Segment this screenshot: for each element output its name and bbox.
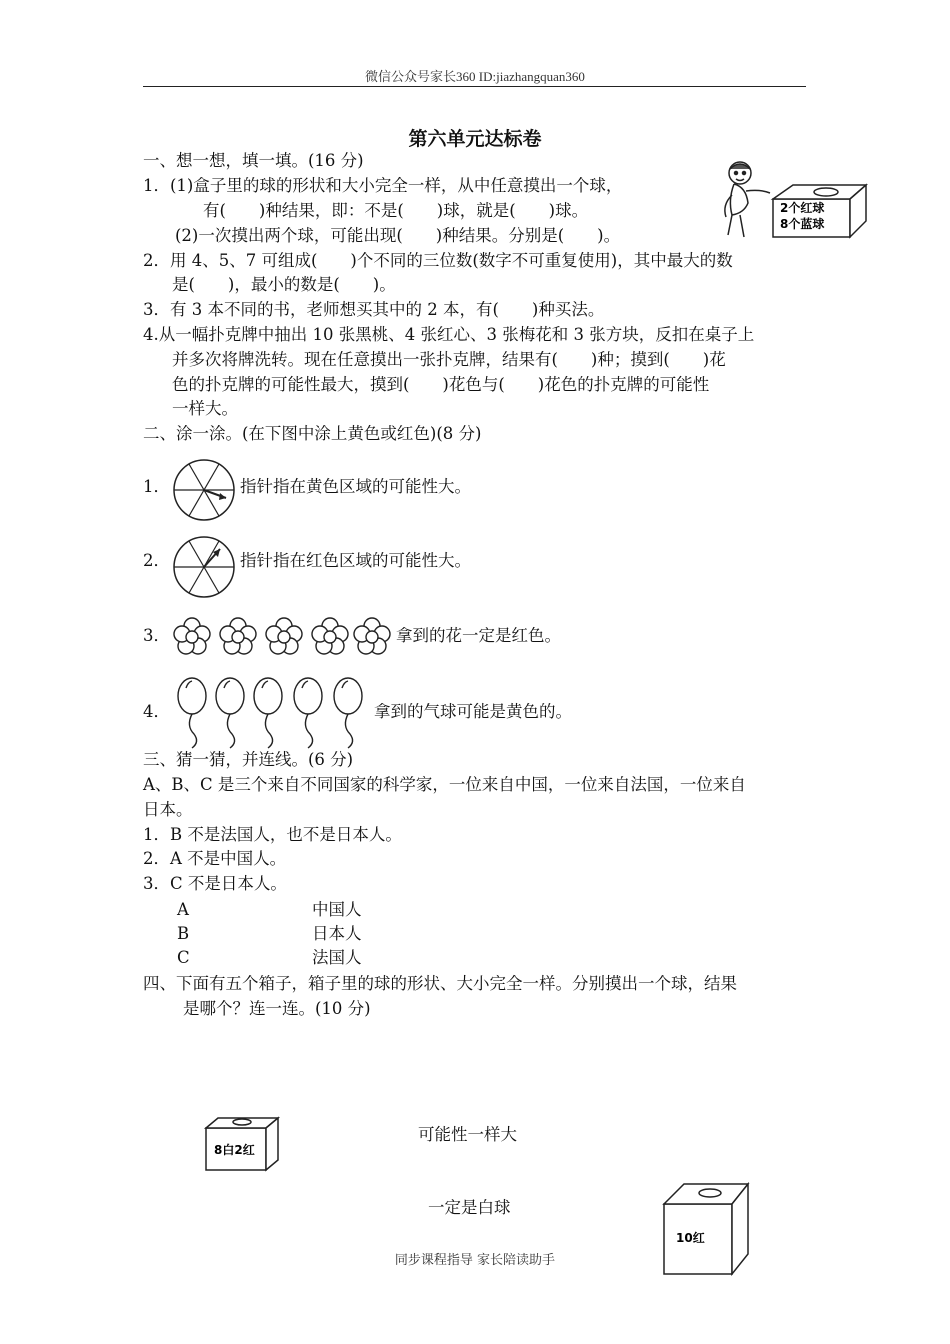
scientist-c[interactable]: C: [177, 948, 190, 967]
s1-line-6: 3．有 3 本不同的书，老师想买其中的 2 本，有( )种买法。: [143, 300, 605, 319]
spinner-2[interactable]: [172, 535, 238, 601]
s1-line-10: 一样大。: [172, 399, 238, 418]
s1-line-5: 是( )，最小的数是( )。: [172, 275, 396, 294]
section3-heading: 三、猜一猜，并连线。(6 分): [143, 750, 354, 769]
s2-item3-num: 3．: [143, 626, 170, 645]
s2-item3-text: 拿到的花一定是红色。: [396, 626, 561, 645]
s2-item1-text: 指针指在黄色区域的可能性大。: [240, 477, 471, 496]
balloons-row: [172, 676, 372, 748]
header-divider: [143, 86, 806, 87]
country-china[interactable]: 中国人: [312, 900, 362, 919]
country-france[interactable]: 法国人: [312, 948, 362, 967]
monkey-icon: [725, 162, 770, 237]
s1-line-8: 并多次将牌洗转。现在任意摸出一张扑克牌，结果有( )种；摸到( )花: [172, 350, 726, 369]
section2-heading: 二、涂一涂。(在下图中涂上黄色或红色)(8 分): [143, 424, 482, 443]
s1-line-1: 1．(1)盒子里的球的形状和大小完全一样，从中任意摸出一个球，: [143, 176, 623, 195]
s2-item4-text: 拿到的气球可能是黄色的。: [374, 702, 572, 721]
s1-line-7: 4.从一幅扑克牌中抽出 10 张黑桃、4 张红心、3 张梅花和 3 张方块，反扣在桌子上: [143, 325, 755, 344]
flower-icon[interactable]: [264, 616, 308, 660]
s3-clue-1: 1．B 不是法国人，也不是日本人。: [143, 825, 402, 844]
flower-icon[interactable]: [218, 616, 262, 660]
s3-intro-1: A、B、C 是三个来自不同国家的科学家，一位来自中国，一位来自法国，一位来自: [143, 775, 746, 794]
option-equal-chance[interactable]: 可能性一样大: [418, 1125, 517, 1144]
s1-line-9: 色的扑克牌的可能性最大，摸到( )花色与( )花色的扑克牌的可能性: [172, 375, 710, 394]
box1-label: 8白2红: [214, 1143, 255, 1157]
s3-clue-2: 2．A 不是中国人。: [143, 849, 287, 868]
box2-label: 10红: [676, 1231, 705, 1245]
box-label-red: 2个红球: [780, 201, 825, 215]
scientist-a[interactable]: A: [177, 900, 189, 919]
section4-heading: 四、下面有五个箱子，箱子里的球的形状、大小完全一样。分别摸出一个球，结果: [143, 974, 737, 993]
flower-icon[interactable]: [352, 616, 396, 660]
s3-clue-3: 3．C 不是日本人。: [143, 874, 287, 893]
page-title: 第六单元达标卷: [408, 128, 542, 150]
scientist-b[interactable]: B: [177, 924, 190, 943]
monkey-box-illustration: [718, 155, 868, 245]
box-label-blue: 8个蓝球: [780, 217, 825, 231]
section4-heading-2: 是哪个？连一连。(10 分): [183, 999, 371, 1018]
option-must-be-white[interactable]: 一定是白球: [428, 1198, 511, 1217]
s2-item2-num: 2．: [143, 551, 170, 570]
box-8white-2red[interactable]: [200, 1112, 284, 1174]
flower-icon[interactable]: [310, 616, 354, 660]
s1-line-3: (2)一次摸出两个球，可能出现( )种结果。分别是( )。: [175, 226, 621, 245]
page-footer: 同步课程指导 家长陪读助手: [394, 1253, 556, 1268]
country-japan[interactable]: 日本人: [312, 924, 362, 943]
s2-item1-num: 1．: [143, 477, 170, 496]
s2-item4-num: 4．: [143, 702, 170, 721]
page-header: 微信公众号家长360 ID:jiazhangquan360: [365, 69, 585, 84]
s1-line-2: 有( )种结果，即：不是( )球，就是( )球。: [203, 201, 589, 220]
section1-heading: 一、想一想，填一填。(16 分): [143, 151, 364, 170]
spinner-1[interactable]: [172, 458, 238, 524]
s3-intro-2: 日本。: [143, 800, 193, 819]
s1-line-4: 2．用 4、5、7 可组成( )个不同的三位数(数字不可重复使用)，其中最大的数: [143, 251, 733, 270]
s2-item2-text: 指针指在红色区域的可能性大。: [240, 551, 471, 570]
